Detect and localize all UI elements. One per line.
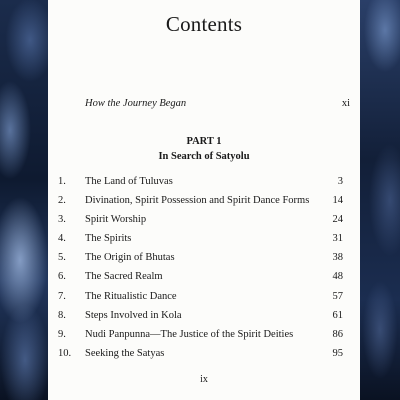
toc-entry-number: 3. xyxy=(58,214,66,226)
toc-entry-number: 8. xyxy=(58,309,66,321)
toc-entry-title: Spirit Worship xyxy=(85,214,147,226)
toc-entry-page: 86 xyxy=(332,328,343,340)
toc-entry[interactable] xyxy=(58,348,343,367)
toc-entry[interactable] xyxy=(58,233,343,252)
contents-page xyxy=(48,0,360,400)
toc-entry-title: Divination, Spirit Possession and Spirit Dance Forms xyxy=(85,195,310,207)
toc-entry-title: The Land of Tuluvas xyxy=(85,176,173,187)
toc-entry[interactable] xyxy=(58,329,343,348)
toc-entry-number: 2. xyxy=(58,195,66,207)
toc-entry-number: 1. xyxy=(58,176,66,187)
toc-entry-page: 24 xyxy=(332,214,343,226)
toc-entry-page: 95 xyxy=(332,347,343,359)
toc-entry-page: 57 xyxy=(332,290,343,302)
toc-entry-title: How the Journey Began xyxy=(85,98,187,109)
part-title: In Search of Satyolu xyxy=(158,151,250,162)
toc-entry-page: 48 xyxy=(332,271,343,283)
toc-entry-title: Nudi Panpunna—The Justice of the Spirit Deities xyxy=(85,328,294,340)
toc-entry-intro[interactable] xyxy=(85,98,350,109)
toc-entry-number: 10. xyxy=(58,347,72,359)
toc-entry-title: The Spirits xyxy=(85,233,132,245)
toc-entry[interactable] xyxy=(58,271,343,290)
toc-entry-number: 5. xyxy=(58,252,66,264)
toc-entry-number: 9. xyxy=(58,328,66,340)
toc-entry-number: 6. xyxy=(58,271,66,283)
toc-entry-page: 3 xyxy=(337,176,343,187)
toc-entry[interactable] xyxy=(58,176,343,195)
toc-entry-page: xi xyxy=(341,98,350,109)
toc-entry[interactable] xyxy=(58,291,343,310)
part-label: PART 1 xyxy=(186,136,222,147)
toc-entry-title: The Ritualistic Dance xyxy=(85,290,177,302)
toc-entry-number: 4. xyxy=(58,233,66,245)
toc-entry-title: Steps Involved in Kola xyxy=(85,309,182,321)
toc-entry-page: 14 xyxy=(332,195,343,207)
toc-entry[interactable] xyxy=(58,214,343,233)
toc-entry[interactable] xyxy=(58,310,343,329)
background-right-edge xyxy=(360,0,400,400)
page-number: ix xyxy=(200,374,208,385)
toc-entry[interactable] xyxy=(58,195,343,214)
toc-entry[interactable] xyxy=(58,252,343,271)
toc-entry-title: The Sacred Realm xyxy=(85,271,163,283)
toc-entry-title: The Origin of Bhutas xyxy=(85,252,175,264)
page-title: Contents xyxy=(165,12,243,36)
toc-entry-title: Seeking the Satyas xyxy=(85,347,165,359)
toc-list xyxy=(58,176,343,367)
toc-entry-number: 7. xyxy=(58,290,66,302)
toc-entry-page: 38 xyxy=(332,252,343,264)
toc-entry-page: 61 xyxy=(332,309,343,321)
background-left-edge xyxy=(0,0,48,400)
part-heading xyxy=(48,134,360,164)
toc-entry-page: 31 xyxy=(332,233,343,245)
